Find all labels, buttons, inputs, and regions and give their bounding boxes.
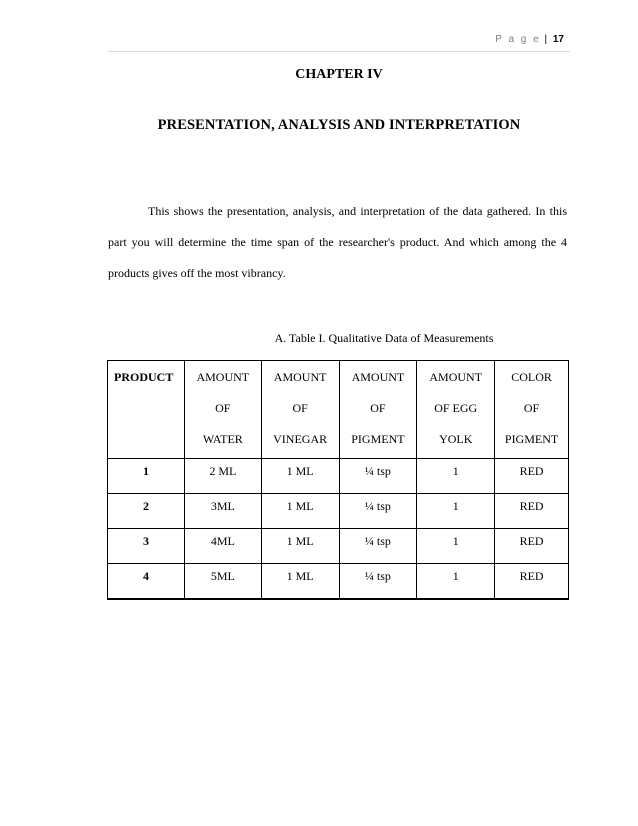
page-header xyxy=(495,34,564,45)
table-row xyxy=(108,564,569,600)
cell-color: RED xyxy=(495,494,569,529)
intro-paragraph: This shows the presentation, analysis, and interpretation of the data gathered. In this part you will determine the time span of the researcher's product. And which among the 4 products gives off the most vibrancy. xyxy=(108,204,567,280)
cell-vinegar: 1 ML xyxy=(261,529,339,564)
column-header-pigment-amount xyxy=(339,361,417,459)
cell-water: 5ML xyxy=(184,564,261,600)
cell-water: 4ML xyxy=(184,529,261,564)
header-divider xyxy=(108,51,570,52)
cell-color: RED xyxy=(495,564,569,600)
cell-product: 4 xyxy=(108,564,185,600)
header-line: VINEGAR xyxy=(273,432,328,446)
header-line: OF xyxy=(215,401,231,415)
header-line: PRODUCT xyxy=(114,370,174,384)
cell-color: RED xyxy=(495,529,569,564)
table-header-row xyxy=(108,361,569,459)
header-line: AMOUNT xyxy=(351,370,405,384)
cell-water: 3ML xyxy=(184,494,261,529)
header-line: OF xyxy=(292,401,308,415)
header-line: OF xyxy=(523,401,540,415)
column-header-water xyxy=(184,361,261,459)
cell-egg-yolk: 1 xyxy=(417,494,495,529)
cell-pigment: ¼ tsp xyxy=(339,459,417,494)
header-line: PIGMENT xyxy=(504,432,559,446)
cell-vinegar: 1 ML xyxy=(261,459,339,494)
column-header-product xyxy=(108,361,185,459)
column-header-color xyxy=(495,361,569,459)
table-row xyxy=(108,459,569,494)
header-line: PIGMENT xyxy=(351,432,405,446)
table-row xyxy=(108,529,569,564)
cell-pigment: ¼ tsp xyxy=(339,564,417,600)
page-separator: | xyxy=(544,34,548,45)
cell-water: 2 ML xyxy=(184,459,261,494)
column-header-egg-yolk xyxy=(417,361,495,459)
header-line: AMOUNT xyxy=(196,370,250,384)
header-line: AMOUNT xyxy=(273,370,327,384)
header-line: COLOR xyxy=(511,370,552,384)
page-number: 17 xyxy=(552,34,564,45)
cell-vinegar: 1 ML xyxy=(261,564,339,600)
cell-product: 2 xyxy=(108,494,185,529)
header-line: YOLK xyxy=(439,432,473,446)
table-caption: A. Table I. Qualitative Data of Measurements xyxy=(274,331,494,345)
cell-product: 3 xyxy=(108,529,185,564)
header-line: OF EGG xyxy=(434,401,478,415)
cell-vinegar: 1 ML xyxy=(261,494,339,529)
header-line: AMOUNT xyxy=(429,370,483,384)
page-label: P a g e xyxy=(495,34,541,45)
column-header-vinegar xyxy=(261,361,339,459)
section-title: PRESENTATION, ANALYSIS AND INTERPRETATION xyxy=(157,117,521,133)
cell-egg-yolk: 1 xyxy=(417,564,495,600)
cell-pigment: ¼ tsp xyxy=(339,529,417,564)
header-line: OF xyxy=(370,401,386,415)
measurements-table xyxy=(107,360,569,600)
table-row xyxy=(108,494,569,529)
cell-egg-yolk: 1 xyxy=(417,459,495,494)
header-line: WATER xyxy=(202,432,243,446)
cell-pigment: ¼ tsp xyxy=(339,494,417,529)
chapter-title: CHAPTER IV xyxy=(295,67,383,82)
cell-product: 1 xyxy=(108,459,185,494)
cell-color: RED xyxy=(495,459,569,494)
cell-egg-yolk: 1 xyxy=(417,529,495,564)
